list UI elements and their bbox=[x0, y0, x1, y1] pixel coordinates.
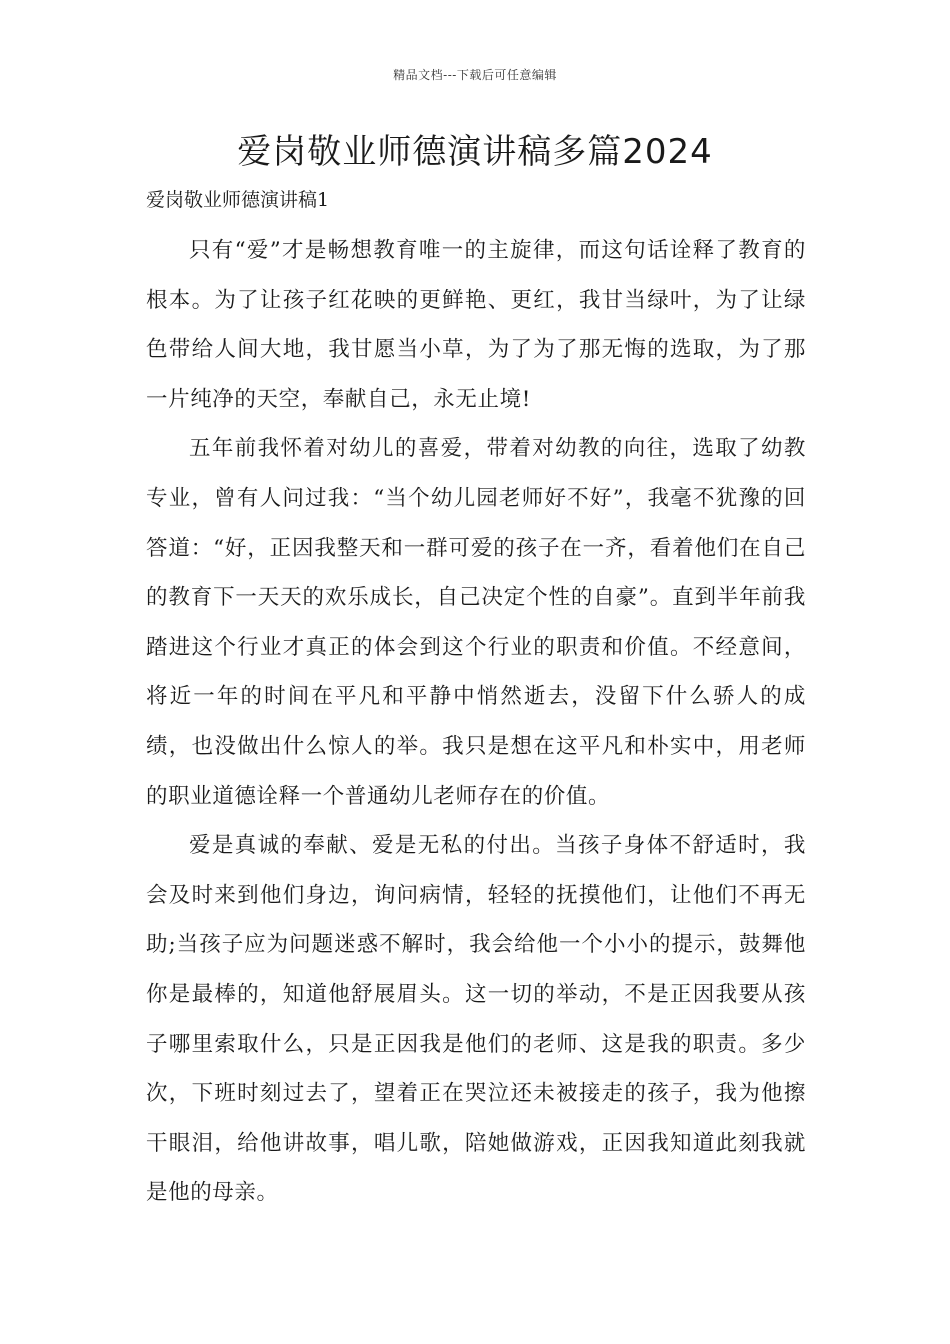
header-note: 精品文档---下载后可任意编辑 bbox=[393, 68, 557, 82]
paragraph-2: 五年前我怀着对幼儿的喜爱，带着对幼教的向往，选取了幼教专业，曾有人问过我：“当个幼儿园老师好不好”，我毫不犹豫的回答道：“好，正因我整天和一群可爱的孩子在一齐，看着他们在自己的教育下一天天的欢乐成长，自己决定个性的自豪”。直到半年前我踏进这个行业才真正的体会到这个行业的职责和价值。不经意间，将近一年的时间在平凡和平静中悄然逝去，没留下什么骄人的成绩，也没做出什么惊人的举。我只是想在这平凡和朴实中，用老师的职业道德诠释一个普通幼儿老师存在的价值。 bbox=[146, 436, 806, 809]
body-text bbox=[146, 226, 806, 1218]
paragraph-1: 只有“爱”才是畅想教育唯一的主旋律，而这句话诠释了教育的根本。为了让孩子红花映的更鲜艳、更红，我甘当绿叶，为了让绿色带给人间大地，我甘愿当小草，为了为了那无悔的选取，为了那一片纯净的天空，奉献自己，永无止境! bbox=[146, 238, 806, 412]
section-subtitle: 爱岗敬业师德演讲稿1 bbox=[146, 189, 330, 211]
paragraph-3: 爱是真诚的奉献、爱是无私的付出。当孩子身体不舒适时，我会及时来到他们身边，询问病情，轻轻的抚摸他们，让他们不再无助;当孩子应为问题迷惑不解时，我会给他一个小小的提示，鼓舞他你是最棒的，知道他舒展眉头。这一切的举动，不是正因我要从孩子哪里索取什么，只是正因我是他们的老师、这是我的职责。多少次，下班时刻过去了，望着正在哭泣还未被接走的孩子，我为他擦干眼泪，给他讲故事，唱儿歌，陪她做游戏，正因我知道此刻我就是他的母亲。 bbox=[146, 833, 806, 1206]
document-title: 爱岗敬业师德演讲稿多篇2024 bbox=[237, 132, 713, 172]
